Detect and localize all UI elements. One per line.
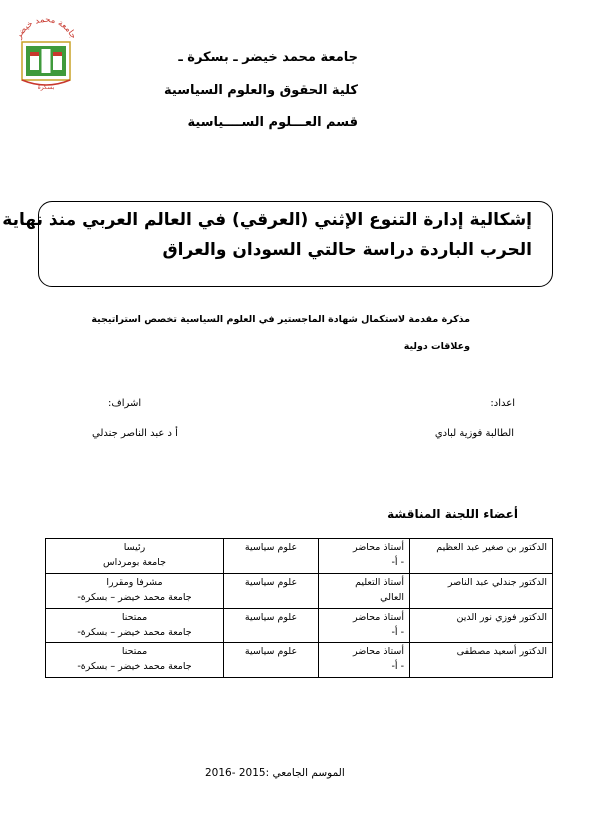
supervisor-name: أ د عبد الناصر جندلي [92,428,178,439]
table-row [46,539,553,574]
prepared-by-label: اعداد: [490,398,515,409]
role-line-1: ممتحنا [121,611,148,623]
role-line-1: مشرفا ومقررا [106,576,163,588]
role-line-2: جامعة بومرداس [103,557,166,568]
table-row [46,643,553,678]
logo-bottom-text: بسكرة [37,84,55,91]
member-name: الدكتور فوزي نور الدين [410,608,553,643]
member-role [46,643,224,678]
table-row [46,608,553,643]
thesis-subtitle-line-2: وعلاقات دولية [403,341,470,352]
department-name: قسم العـــلوم الســــياسية [187,115,358,130]
rank-line-1: أستاذ محاضر [352,611,404,623]
supervision-label: اشراف: [108,398,142,409]
logo-arc-text: جامعة محمد خيضر [13,14,79,41]
member-role [46,573,224,608]
member-role [46,539,224,574]
member-specialty: علوم سياسية [224,608,319,643]
faculty-name: كلية الحقوق والعلوم السياسية [164,83,358,98]
rank-line-2: - أ- [391,661,404,673]
member-rank [319,539,410,574]
rank-line-2: العالي [380,591,404,603]
university-logo [8,8,84,92]
rank-line-1: أستاذ التعليم [355,576,404,588]
student-name: الطالبة فوزية لبادي [434,428,514,439]
member-specialty: علوم سياسية [224,573,319,608]
committee-title: أعضاء اللجنة المناقشة [387,507,518,521]
member-name: الدكتور بن صغير عبد العظيم [410,539,553,574]
table-row [46,573,553,608]
university-name: جامعة محمد خيضر ـ بسكرة ـ [178,50,358,65]
member-role [46,608,224,643]
member-rank [319,573,410,608]
thesis-subtitle-line-1: مذكرة مقدمة لاستكمال شهادة الماجستير في العلوم السياسية تخصص استراتيجية [91,314,470,325]
rank-line-1: أستاذ محاضر [352,542,404,553]
role-line-2: جامعة محمد خيضر – بسكرة- [77,591,192,603]
committee-table [45,538,553,678]
thesis-title-line-1: إشكالية إدارة التنوع الإثني (العرقي) في العالم العربي منذ نهاية [2,210,532,230]
rank-line-1: أستاذ محاضر [352,646,404,658]
member-name: الدكتور أسعيد مصطفى [410,643,553,678]
thesis-title-line-2: الحرب الباردة دراسة حالتي السودان والعراق [162,240,532,260]
role-line-2: جامعة محمد خيضر – بسكرة- [77,626,192,638]
rank-line-2: - أ- [391,626,404,638]
role-line-1: رئيسا [123,542,146,553]
member-rank [319,643,410,678]
rank-line-2: - أ- [391,557,404,568]
member-specialty: علوم سياسية [224,643,319,678]
academic-year: الموسم الجامعي :2015 -2016 [205,767,345,779]
role-line-2: جامعة محمد خيضر – بسكرة- [77,661,192,673]
member-specialty: علوم سياسية [224,539,319,574]
member-rank [319,608,410,643]
role-line-1: ممتحنا [121,646,148,658]
member-name: الدكتور جندلي عبد الناصر [410,573,553,608]
